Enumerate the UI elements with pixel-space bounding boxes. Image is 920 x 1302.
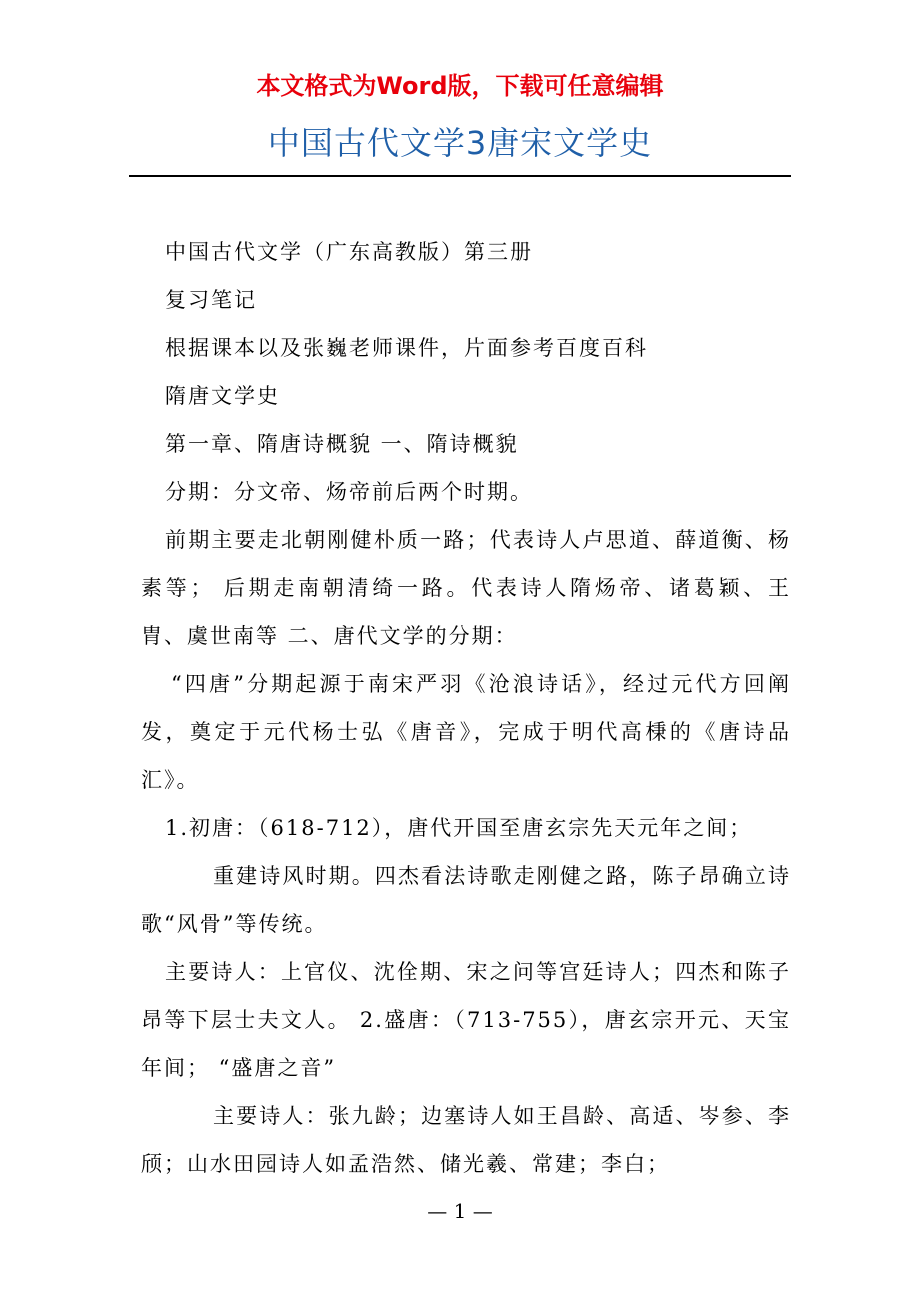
paragraph: 前期主要走北朝刚健朴质一路；代表诗人卢思道、薛道衡、杨素等； 后期走南朝清绮一路。代表诗人隋炀帝、诸葛颖、王胄、虞世南等 二、唐代文学的分期： bbox=[141, 528, 791, 648]
page-title: 中国古代文学3唐宋文学史 bbox=[267, 124, 653, 162]
paragraph: 根据课本以及张巍老师课件，片面参考百度百科 bbox=[165, 336, 648, 360]
paragraph: 主要诗人：张九龄；边塞诗人如王昌龄、高适、岑参、李颀；山水田园诗人如孟浩然、储光羲、常建；李白； bbox=[141, 1104, 791, 1176]
paragraph: 中国古代文学（广东高教版）第三册 bbox=[165, 240, 533, 264]
paragraph: “四唐”分期起源于南宋严羽《沧浪诗话》，经过元代方回阐发，奠定于元代杨士弘《唐音》，完成于明代高棅的《唐诗品汇》。 bbox=[141, 672, 791, 792]
paragraph: 主要诗人：上官仪、沈佺期、宋之问等宫廷诗人；四杰和陈子昂等下层士夫文人。 2.盛唐：（713-755），唐玄宗开元、天宝年间； “盛唐之音” bbox=[141, 960, 791, 1080]
download-notice: 本文格式为Word版，下载可任意编辑 bbox=[256, 72, 664, 100]
paragraph: 复习笔记 bbox=[165, 288, 257, 312]
title-divider bbox=[129, 175, 791, 177]
document-body bbox=[141, 228, 791, 1188]
paragraph: 重建诗风时期。四杰看法诗歌走刚健之路，陈子昂确立诗歌“风骨”等传统。 bbox=[141, 864, 791, 936]
paragraph: 1.初唐：（618-712），唐代开国至唐玄宗先天元年之间； bbox=[165, 816, 753, 840]
page-number: — 1 — bbox=[427, 1199, 493, 1223]
paragraph: 隋唐文学史 bbox=[165, 384, 280, 408]
paragraph: 第一章、隋唐诗概貌 一、隋诗概貌 bbox=[165, 432, 519, 456]
paragraph: 分期：分文帝、炀帝前后两个时期。 bbox=[165, 480, 533, 504]
